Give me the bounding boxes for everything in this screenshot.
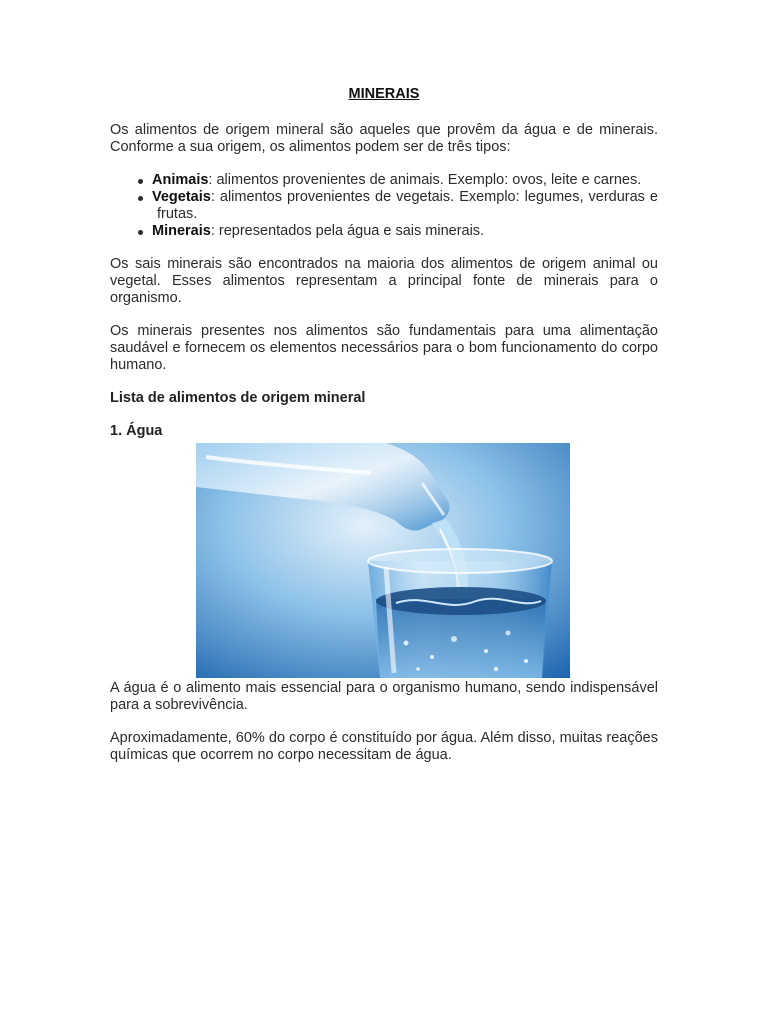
document-title: MINERAIS	[348, 86, 420, 102]
type-description: : alimentos provenientes de animais. Exemplo: ovos, leite e carnes.	[208, 172, 642, 188]
bullet-icon	[138, 230, 143, 235]
intro-paragraph: Os alimentos de origem mineral são aqueles que provêm da água e de minerais. Conforme a sua origem, os alimentos podem ser de três tipos:	[110, 122, 658, 155]
section-heading: Lista de alimentos de origem mineral	[110, 390, 366, 406]
type-description: : representados pela água e sais minerais.	[210, 223, 485, 239]
document-page	[110, 86, 658, 780]
list-item	[110, 172, 658, 189]
type-name: Vegetais	[152, 189, 211, 205]
water-essential-paragraph: A água é o alimento mais essencial para o organismo humano, sendo indispensável para a sobrevivência.	[110, 680, 658, 713]
type-name: Minerais	[152, 223, 211, 239]
bullet-icon	[138, 196, 143, 201]
bullet-icon	[138, 179, 143, 184]
item-heading: 1. Água	[110, 423, 163, 439]
type-description: : alimentos provenientes de vegetais. Exemplo: legumes, verduras e frutas.	[157, 189, 658, 222]
list-item	[110, 189, 658, 223]
type-name: Animais	[152, 172, 209, 188]
list-item	[110, 223, 658, 240]
mineral-salts-paragraph: Os sais minerais são encontrados na maioria dos alimentos de origem animal ou vegetal. Esses alimentos representam a principal fonte de minerais para o organismo.	[110, 256, 658, 306]
minerals-importance-paragraph: Os minerais presentes nos alimentos são fundamentais para uma alimentação saudável e fornecem os elementos necessários para o bom funcionamento do corpo humano.	[110, 323, 658, 373]
food-types-list	[110, 172, 658, 240]
water-body-paragraph: Aproximadamente, 60% do corpo é constituído por água. Além disso, muitas reações químicas que ocorrem no corpo necessitam de água.	[110, 730, 658, 763]
water-glass-photo	[196, 443, 570, 678]
